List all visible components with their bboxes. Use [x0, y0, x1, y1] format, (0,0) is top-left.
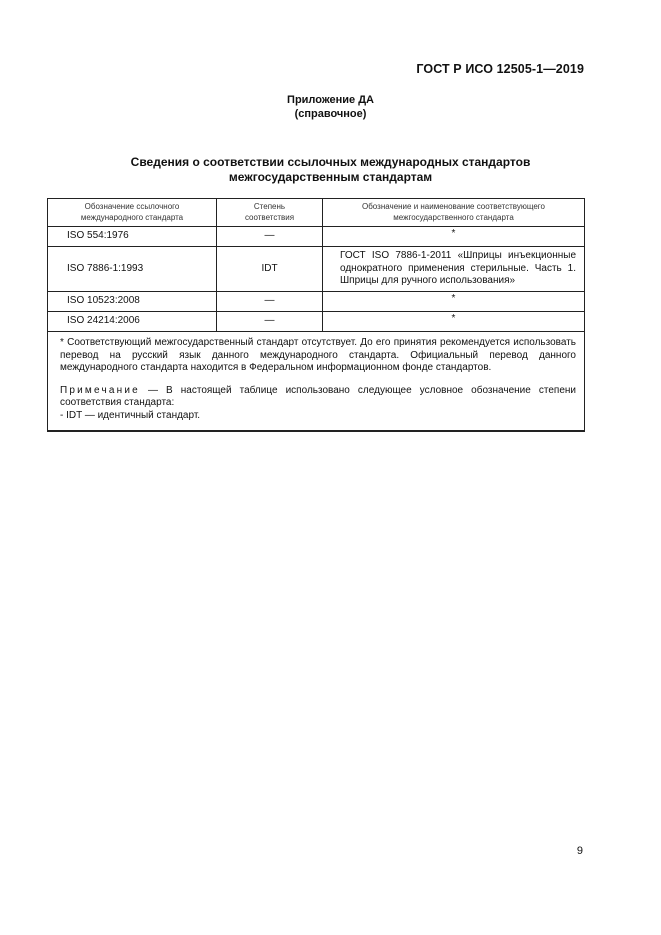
table-row — [48, 292, 584, 312]
table-row — [48, 227, 584, 247]
ref-standard-cell: ISO 10523:2008 — [48, 292, 217, 312]
national-standard-cell: ГОСТ ISO 7886-1-2011 «Шприцы инъекционные однократного применения стерильные. Часть 1. Шприцы для ручного использования» — [323, 247, 585, 292]
table-notes-row — [48, 332, 584, 431]
ref-standard-cell: ISO 7886-1:1993 — [48, 247, 217, 292]
national-standard-cell: * — [323, 227, 585, 247]
header-degree: Степень соответствия — [217, 199, 323, 227]
appendix-title: Приложение ДА — [287, 94, 374, 106]
ref-standard-cell: ISO 554:1976 — [48, 227, 217, 247]
section-title-line1: Сведения о соответствии ссылочных международных стандартов — [130, 155, 531, 169]
national-standard-cell: * — [323, 312, 585, 332]
section-title — [0, 155, 661, 184]
table-header-row — [48, 199, 584, 227]
degree-cell: — — [217, 227, 323, 247]
degree-cell: IDT — [217, 247, 323, 292]
table-notes — [48, 332, 584, 431]
degree-cell: — — [217, 292, 323, 312]
ref-standard-cell: ISO 24214:2006 — [48, 312, 217, 332]
footnote: * Соответствующий межгосударственный стандарт отсутствует. До его принятия рекомендуется использовать перевод на русский язык данного международного стандарта. Официальный перевод данного международного стандарта находится в Федеральном информационном фонде стандартов. — [60, 337, 576, 373]
document-code: ГОСТ Р ИСО 12505-1—2019 — [416, 62, 584, 76]
table-row — [48, 247, 584, 292]
correspondence-table — [47, 198, 585, 432]
appendix-heading — [0, 93, 661, 121]
national-standard-cell: * — [323, 292, 585, 312]
note-text: — В настоящей таблице использовано следующее условное обозначение степени соответствия стандарта: — [60, 384, 576, 408]
note-item: - IDT — идентичный стандарт. — [60, 409, 201, 421]
section-title-line2: межгосударственным стандартам — [228, 169, 433, 184]
appendix-type: (справочное) — [294, 108, 367, 120]
note — [60, 385, 576, 410]
page-number: 9 — [576, 845, 583, 857]
note-label: Примечание — [60, 384, 140, 396]
header-national-standard: Обозначение и наименование соответствующего межгосударственного стандарта — [323, 199, 585, 227]
header-ref-standard: Обозначение ссылочного международного стандарта — [48, 199, 217, 227]
table-row — [48, 312, 584, 332]
degree-cell: — — [217, 312, 323, 332]
